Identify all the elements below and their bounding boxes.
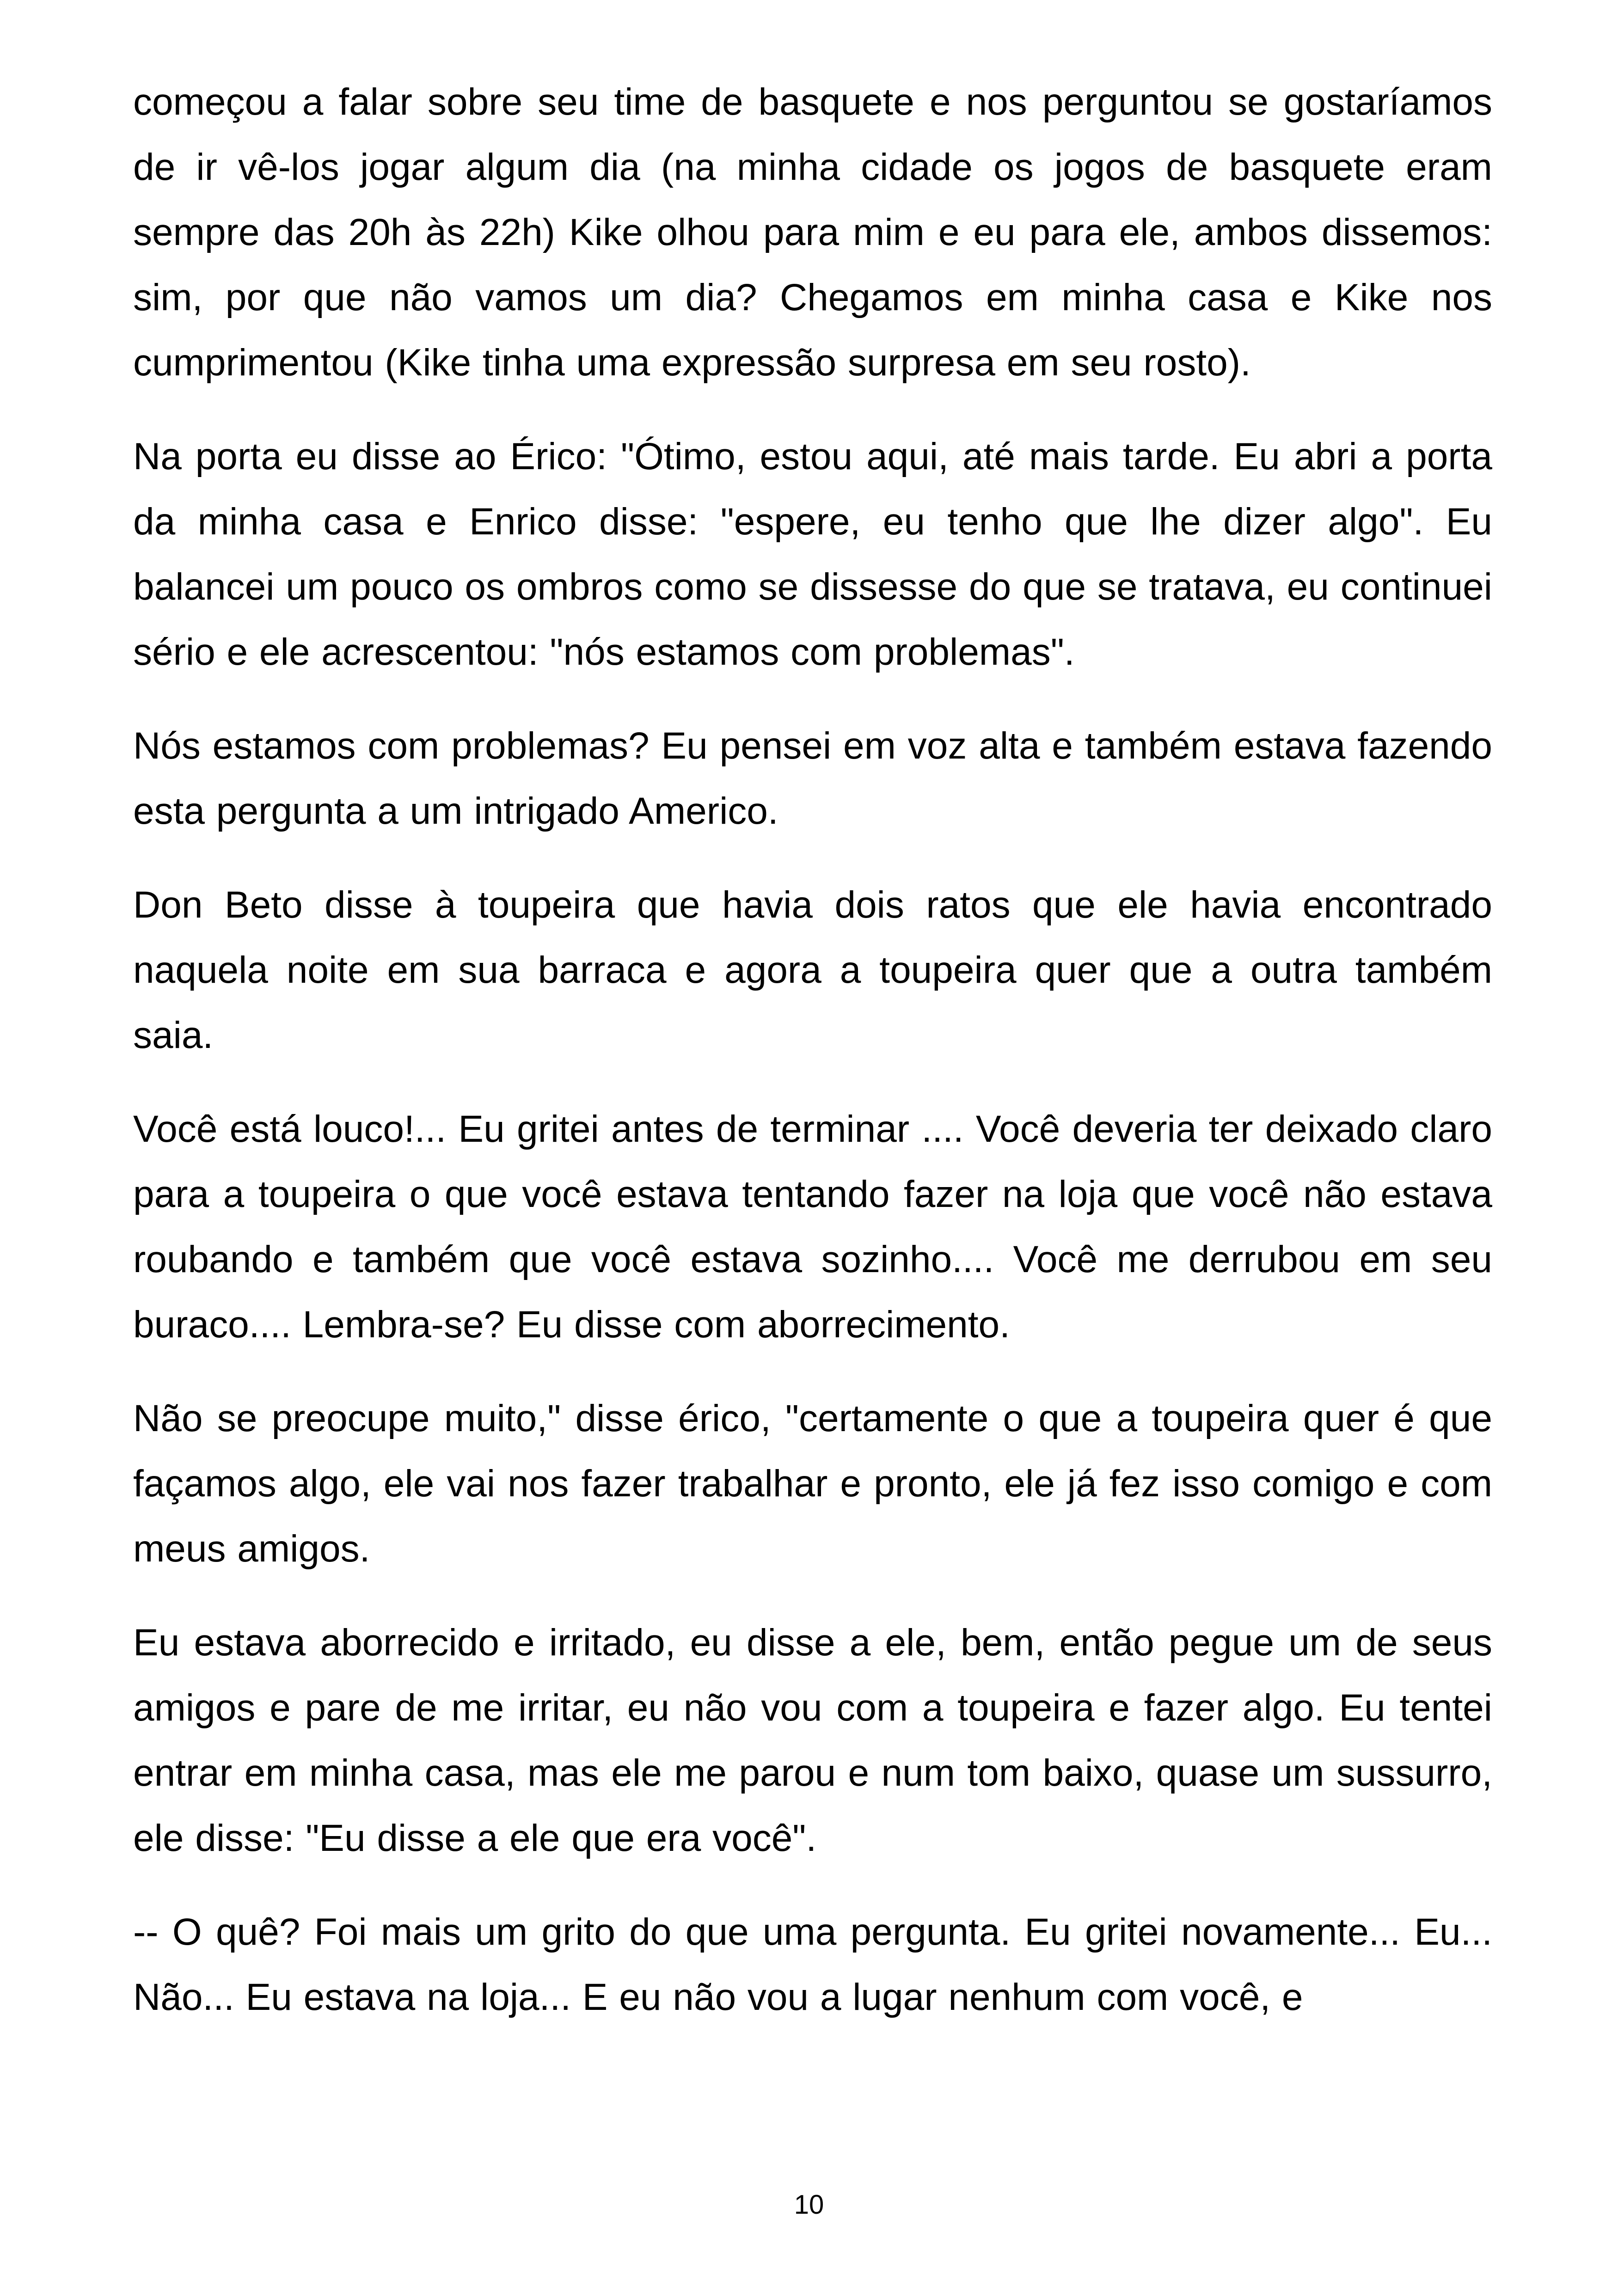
paragraph-1: começou a falar sobre seu time de basquete e nos perguntou se gostaríamos de ir vê-los jogar algum dia (na minha cidade os jogos de basquete eram sempre das 20h às 22h) Kike olhou para mim e eu para ele, ambos dissemos: sim, por que não vamos um dia? Chegamos em minha casa e Kike nos cumprimentou (Kike tinha uma expressão surpresa em seu rosto).	[133, 81, 1492, 384]
paragraph-8: -- O quê? Foi mais um grito do que uma pergunta. Eu gritei novamente... Eu... Não... Eu estava na loja... E eu não vou a lugar nenhum com você, e	[133, 1911, 1492, 2018]
paragraph-7: Eu estava aborrecido e irritado, eu disse a ele, bem, então pegue um de seus amigos e pare de me irritar, eu não vou com a toupeira e fazer algo. Eu tentei entrar em minha casa, mas ele me parou e num tom baixo, quase um sussurro, ele disse: "Eu disse a ele que era você".	[133, 1622, 1492, 1859]
body-text	[133, 69, 1492, 2030]
paragraph-4: Don Beto disse à toupeira que havia dois ratos que ele havia encontrado naquela noite em sua barraca e agora a toupeira quer que a outra também saia.	[133, 884, 1492, 1056]
paragraph-5: Você está louco!... Eu gritei antes de terminar .... Você deveria ter deixado claro para a toupeira o que você estava tentando fazer na loja que você não estava roubando e também que você estava sozinho.... Você me derrubou em seu buraco.... Lembra-se? Eu disse com aborrecimento.	[133, 1108, 1492, 1346]
paragraph-3: Nós estamos com problemas? Eu pensei em voz alta e também estava fazendo esta pergunta a um intrigado Americo.	[133, 725, 1492, 832]
page-number: 10	[794, 2190, 824, 2220]
paragraph-2: Na porta eu disse ao Érico: "Ótimo, estou aqui, até mais tarde. Eu abri a porta da minha casa e Enrico disse: "espere, eu tenho que lhe dizer algo". Eu balancei um pouco os ombros como se dissesse do que se tratava, eu continuei sério e ele acrescentou: "nós estamos com problemas".	[133, 435, 1492, 673]
paragraph-6: Não se preocupe muito," disse érico, "certamente o que a toupeira quer é que façamos algo, ele vai nos fazer trabalhar e pronto, ele já fez isso comigo e com meus amigos.	[133, 1397, 1492, 1570]
